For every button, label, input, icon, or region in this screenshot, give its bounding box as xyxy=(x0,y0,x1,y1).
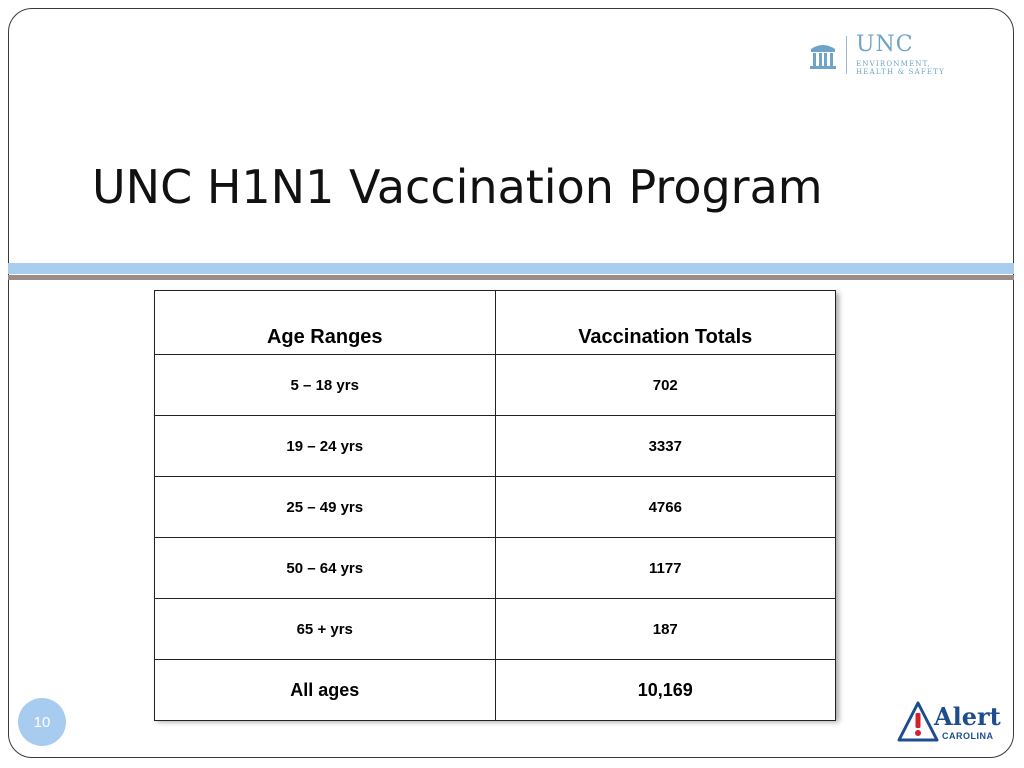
age-range-cell: 25 – 49 yrs xyxy=(155,477,496,538)
table-row xyxy=(155,477,836,538)
total-cell: 187 xyxy=(495,599,836,660)
page-number-badge: 10 xyxy=(18,698,66,746)
total-cell-grand: 10,169 xyxy=(495,660,836,721)
table-row xyxy=(155,416,836,477)
alert-carolina-logo xyxy=(896,698,1006,750)
table-row xyxy=(155,538,836,599)
unc-ehs-logo xyxy=(808,32,968,76)
logo-divider xyxy=(846,36,847,74)
table-header-row xyxy=(155,291,836,355)
age-range-cell: 5 – 18 yrs xyxy=(155,355,496,416)
header-vaccination-totals: Vaccination Totals xyxy=(495,291,836,355)
vaccination-table-container xyxy=(154,290,836,719)
total-cell: 702 xyxy=(495,355,836,416)
age-range-cell: 19 – 24 yrs xyxy=(155,416,496,477)
slide-title: UNC H1N1 Vaccination Program xyxy=(92,160,823,214)
table-row xyxy=(155,355,836,416)
age-range-cell: 65 + yrs xyxy=(155,599,496,660)
alert-logo-sub: CAROLINA xyxy=(942,731,994,741)
vaccination-table xyxy=(154,290,836,721)
total-cell: 3337 xyxy=(495,416,836,477)
table-row-total xyxy=(155,660,836,721)
unc-logo-line2: HEALTH & SAFETY xyxy=(856,68,945,76)
age-range-cell-total: All ages xyxy=(155,660,496,721)
total-cell: 4766 xyxy=(495,477,836,538)
unc-logo-name: UNC xyxy=(856,32,914,57)
total-cell: 1177 xyxy=(495,538,836,599)
header-age-ranges: Age Ranges xyxy=(155,291,496,355)
title-rule-grey xyxy=(8,275,1014,280)
old-well-icon xyxy=(808,40,838,70)
unc-logo-line1: ENVIRONMENT, xyxy=(856,60,931,68)
title-rule-blue xyxy=(8,263,1014,274)
age-range-cell: 50 – 64 yrs xyxy=(155,538,496,599)
alert-logo-name: Alert xyxy=(934,702,1001,731)
table-row xyxy=(155,599,836,660)
